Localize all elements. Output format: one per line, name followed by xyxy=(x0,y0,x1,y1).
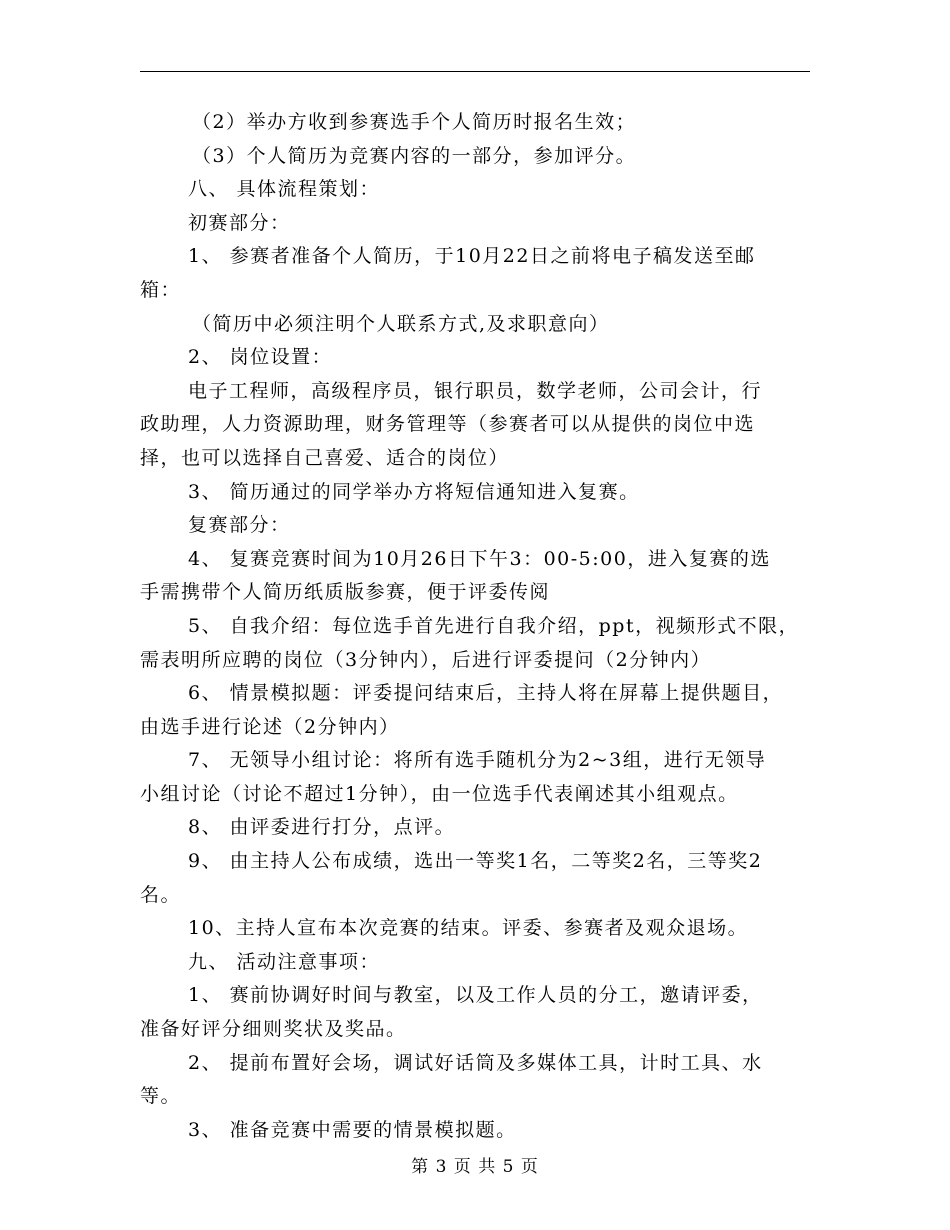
note-2-cont: 等。 xyxy=(140,1085,182,1108)
step-7: 7、 无领导小组讨论：将所有选手随机分为2~3组，进行无领导 xyxy=(188,749,767,772)
step-4: 4、 复赛竞赛时间为10月26日下午3：00-5:00，进入复赛的选 xyxy=(188,547,771,570)
step-7-cont: 小组讨论（讨论不超过1分钟），由一位选手代表阐述其小组观点。 xyxy=(140,782,739,805)
subheading-second-round: 复赛部分： xyxy=(188,514,291,537)
note-2: 2、 提前布置好会场，调试好话筒及多媒体工具，计时工具、水 xyxy=(188,1051,763,1074)
page-number: 第 3 页 共 5 页 xyxy=(411,1157,539,1177)
step-2: 2、 岗位设置： xyxy=(188,346,333,369)
section-heading-9: 九、 活动注意事项： xyxy=(188,950,381,973)
header-rule xyxy=(140,71,810,72)
step-5-cont: 需表明所应聘的岗位（3分钟内），后进行评委提问（2分钟内） xyxy=(140,648,712,671)
step-1-note: （简历中必须注明个人联系方式,及求职意向） xyxy=(192,312,610,335)
document-body xyxy=(140,106,810,1147)
rule-item-2: （2）举办方收到参赛选手个人简历时报名生效； xyxy=(192,111,637,133)
section-heading-8: 八、 具体流程策划： xyxy=(188,178,381,201)
step-6-cont: 由选手进行论述（2分钟内） xyxy=(140,715,400,738)
positions-list-cont: 择，也可以选择自己喜爱、适合的岗位） xyxy=(140,446,510,469)
step-1: 1、 参赛者准备个人简历，于10月22日之前将电子稿发送至邮 xyxy=(188,245,756,268)
positions-list-cont: 政助理，人力资源助理，财务管理等（参赛者可以从提供的岗位中选 xyxy=(140,413,756,436)
note-3: 3、 准备竞赛中需要的情景模拟题。 xyxy=(188,1118,517,1141)
note-1-cont: 准备好评分细则奖状及奖品。 xyxy=(140,1018,407,1041)
step-1-cont: 箱： xyxy=(140,278,182,301)
step-9-cont: 名。 xyxy=(140,883,182,906)
step-6: 6、 情景模拟题：评委提问结束后，主持人将在屏幕上提供题目， xyxy=(188,682,784,705)
step-4-cont: 手需携带个人简历纸质版参赛，便于评委传阅 xyxy=(140,581,551,604)
step-5: 5、 自我介绍：每位选手首先进行自我介绍，ppt，视频形式不限， xyxy=(188,614,800,637)
step-3: 3、 简历通过的同学举办方将短信通知进入复赛。 xyxy=(188,480,640,503)
step-9: 9、 由主持人公布成绩，选出一等奖1名，二等奖2名，三等奖2 xyxy=(188,850,763,873)
step-8: 8、 由评委进行打分，点评。 xyxy=(188,816,456,839)
rule-item-3: （3）个人简历为竞赛内容的一部分，参加评分。 xyxy=(192,144,637,167)
note-1: 1、 赛前协调好时间与教室，以及工作人员的分工，邀请评委， xyxy=(188,984,763,1007)
subheading-preliminary: 初赛部分： xyxy=(188,211,291,234)
positions-list: 电子工程师，高级程序员，银行职员，数学老师，公司会计，行 xyxy=(188,379,763,402)
step-10: 10、主持人宣布本次竞赛的结束。评委、参赛者及观众退场。 xyxy=(188,917,749,940)
